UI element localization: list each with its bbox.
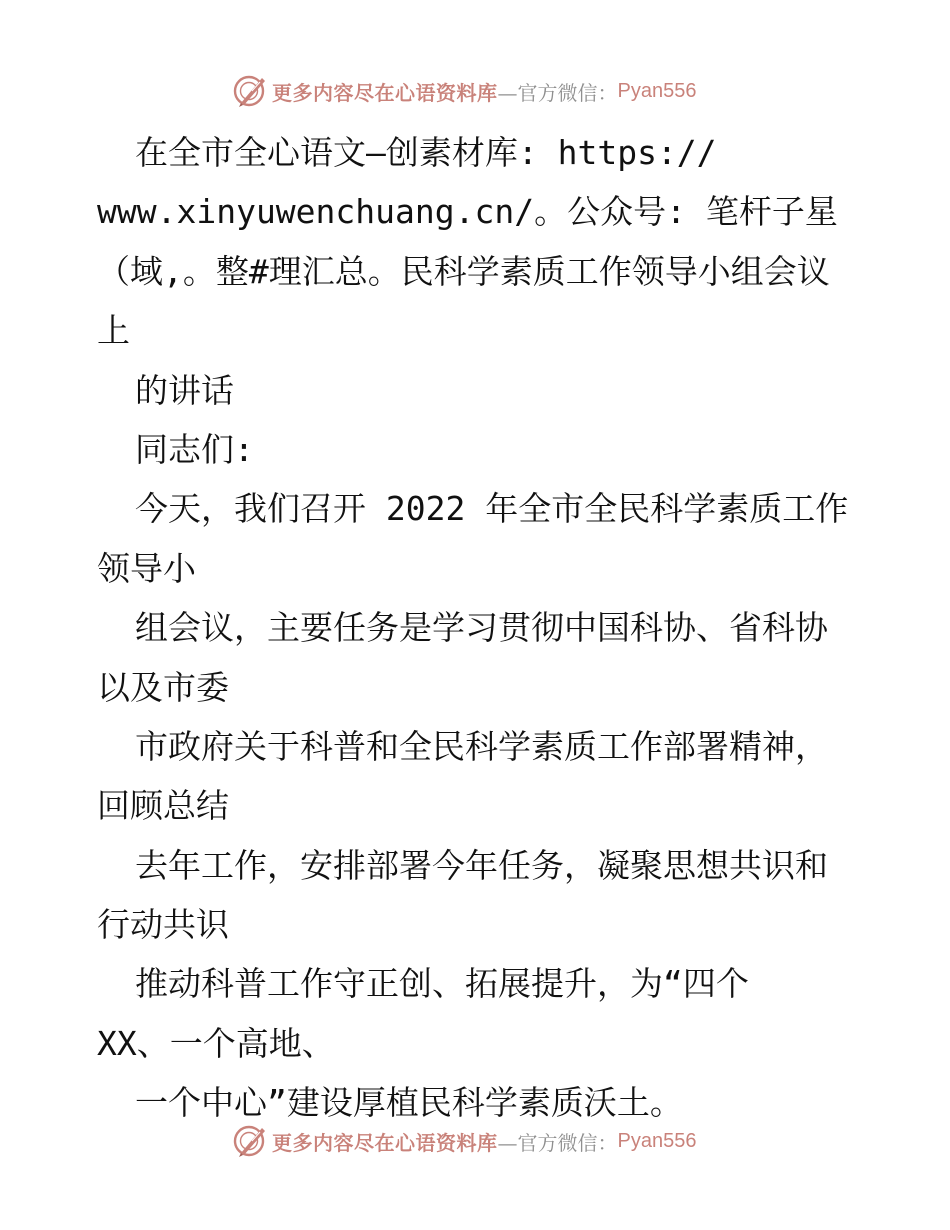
text-line: 回顾总结 bbox=[97, 786, 229, 826]
text-line: 今天，我们召开 2022 年全市全民科学素质工作 bbox=[135, 489, 849, 529]
quill-seal-icon bbox=[232, 1123, 268, 1159]
text-line: 组会议，主要任务是学习贯彻中国科协、省科协 bbox=[135, 608, 828, 648]
banner-main-text: 更多内容尽在心语资料库 bbox=[272, 1130, 498, 1155]
banner-sub-text: —官方微信： bbox=[497, 1130, 618, 1155]
text-line: 一个中心”建设厚植民科学素质沃土。 bbox=[135, 1083, 683, 1123]
text-line: 推动科普工作守正创、拓展提升，为“四个 bbox=[135, 964, 749, 1004]
salutation-line: 同志们: bbox=[135, 429, 254, 469]
text-line: 上 bbox=[97, 311, 130, 351]
header-watermark-banner bbox=[232, 71, 696, 111]
banner-sub-text: —官方微信： bbox=[497, 80, 618, 105]
text-line: 行动共识 bbox=[97, 905, 229, 945]
text-line: XX、一个高地、 bbox=[97, 1023, 335, 1063]
text-line: 领导小 bbox=[97, 548, 196, 588]
document-body bbox=[97, 123, 857, 1133]
text-line: 以及市委 bbox=[97, 667, 229, 707]
footer-watermark-banner bbox=[232, 1121, 696, 1161]
text-line: （域,。整#理汇总。民科学素质工作领导小组会议 bbox=[97, 251, 830, 291]
quill-seal-icon bbox=[232, 73, 268, 109]
banner-wechat-id: Pyan556 bbox=[617, 79, 697, 102]
text-line: 的讲话 bbox=[135, 370, 234, 410]
text-line: 在全市全心语文—创素材库: https:// bbox=[135, 133, 717, 172]
text-line: 市政府关于科普和全民科学素质工作部署精神， bbox=[135, 726, 828, 766]
text-line: 去年工作，安排部署今年任务，凝聚思想共识和 bbox=[135, 845, 828, 885]
banner-main-text: 更多内容尽在心语资料库 bbox=[272, 80, 498, 105]
text-line: www.xinyuwenchuang.cn/。公众号: 笔杆子星 bbox=[97, 192, 838, 232]
banner-wechat-id: Pyan556 bbox=[617, 1129, 697, 1152]
